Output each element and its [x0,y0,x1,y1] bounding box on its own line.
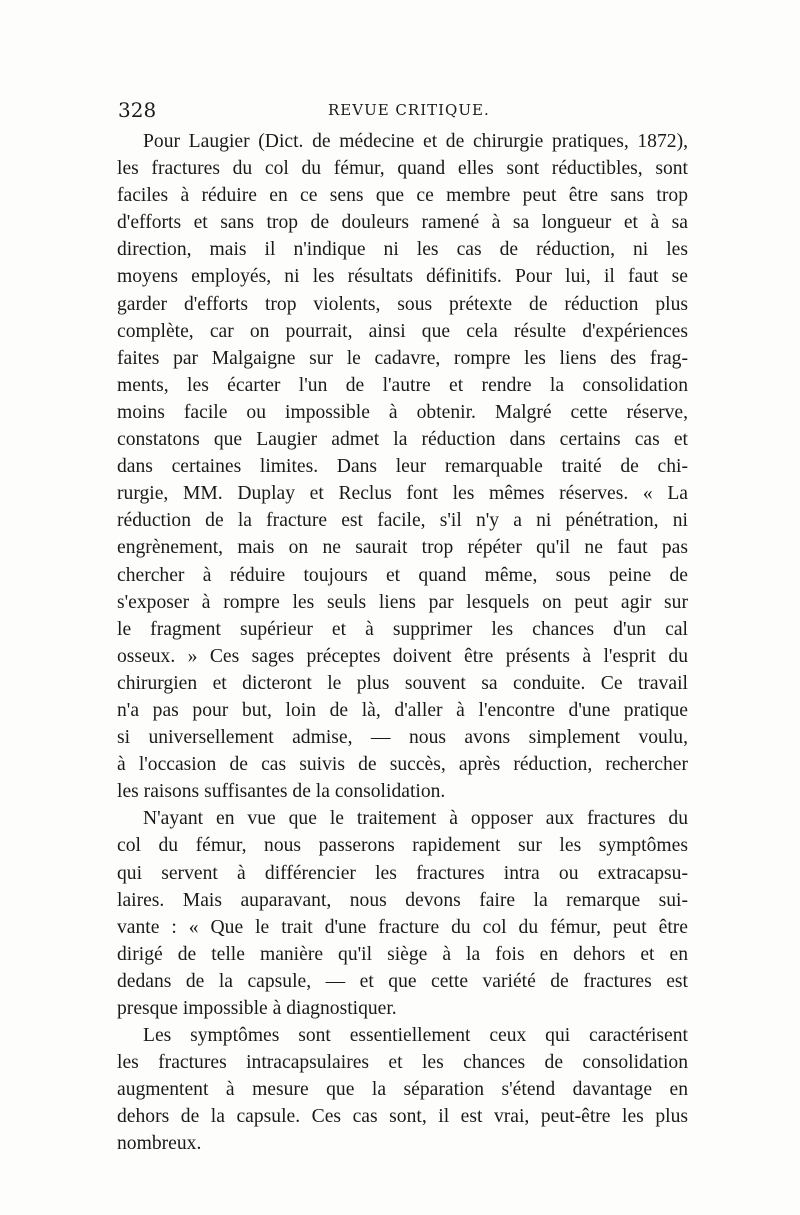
text-line: dirigé de telle manière qu'il siège à la fois en dehors et en [117,943,688,965]
text-line: constatons que Laugier admet la réduction dans certains cas et [117,429,688,451]
text-line: dehors de la capsule. Ces cas sont, il est vrai, peut-être les plus [117,1106,688,1128]
text-line: dans certaines limites. Dans leur remarquable traité de chi- [117,456,688,478]
text-line: N'ayant en vue que le traitement à opposer aux fractures du [143,808,688,830]
text-line: moins facile ou impossible à obtenir. Malgré cette réserve, [117,401,688,423]
text-line: direction, mais il n'indique ni les cas de réduction, ni les [117,239,688,261]
page-number: 328 [118,98,157,122]
text-line: Les symptômes sont essentiellement ceux qui caractérisent [143,1025,688,1047]
running-head [118,98,698,126]
text-line: dedans de la capsule, — et que cette variété de fractures est [117,970,688,992]
text-line: n'a pas pour but, loin de là, d'aller à l'encontre d'une pratique [117,699,688,721]
text-line: chirurgien et dicteront le plus souvent sa conduite. Ce travail [117,672,688,694]
text-line: d'efforts et sans trop de douleurs ramené à sa longueur et à sa [117,212,688,234]
text-line: engrènement, mais on ne saurait trop répéter qu'il ne faut pas [117,537,688,559]
text-line: col du fémur, nous passerons rapidement sur les symptômes [117,835,688,857]
paragraph-2 [117,805,688,1022]
paragraph-1 [117,128,688,805]
text-line: faites par Malgaigne sur le cadavre, rompre les liens des frag- [117,347,688,369]
text-line: réduction de la fracture est facile, s'il n'y a ni pénétration, ni [117,510,688,532]
text-line: laires. Mais auparavant, nous devons faire la remarque sui- [117,889,688,911]
text-line: vante : « Que le trait d'une fracture du col du fémur, peut être [117,916,688,938]
text-line: les fractures intracapsulaires et les chances de consolidation [117,1052,688,1074]
text-line: le fragment supérieur et à supprimer les chances d'un cal [117,618,688,640]
text-line: à l'occasion de cas suivis de succès, après réduction, rechercher [117,754,688,776]
text-line: garder d'efforts trop violents, sous prétexte de réduction plus [117,293,688,315]
running-title: REVUE CRITIQUE. [328,101,490,119]
text-line: les fractures du col du fémur, quand elles sont réductibles, sont [117,158,688,180]
text-line: faciles à réduire en ce sens que ce membre peut être sans trop [117,185,688,207]
text-line: complète, car on pourrait, ainsi que cela résulte d'expériences [117,320,688,342]
text-line: les raisons suffisantes de la consolidation. [117,781,446,803]
paragraph-3 [117,1022,688,1157]
text-line: ments, les écarter l'un de l'autre et rendre la consolidation [117,374,688,396]
text-line: moyens employés, ni les résultats définitifs. Pour lui, il faut se [117,266,688,288]
text-line: rurgie, MM. Duplay et Reclus font les mêmes réserves. « La [117,483,688,505]
text-line: si universellement admise, — nous avons simplement voulu, [117,727,688,749]
text-line: nombreux. [117,1133,202,1155]
body-text [117,128,688,1158]
text-line: s'exposer à rompre les seuls liens par lesquels on peut agir sur [117,591,688,613]
text-line: osseux. » Ces sages préceptes doivent être présents à l'esprit du [117,645,688,667]
text-line: chercher à réduire toujours et quand même, sous peine de [117,564,688,586]
text-line: Pour Laugier (Dict. de médecine et de chirurgie pratiques, 1872), [143,131,688,152]
text-line: qui servent à différencier les fractures intra ou extracapsu- [117,862,688,884]
text-line: presque impossible à diagnostiquer. [117,998,397,1019]
text-line: augmentent à mesure que la séparation s'étend davantage en [117,1079,688,1101]
